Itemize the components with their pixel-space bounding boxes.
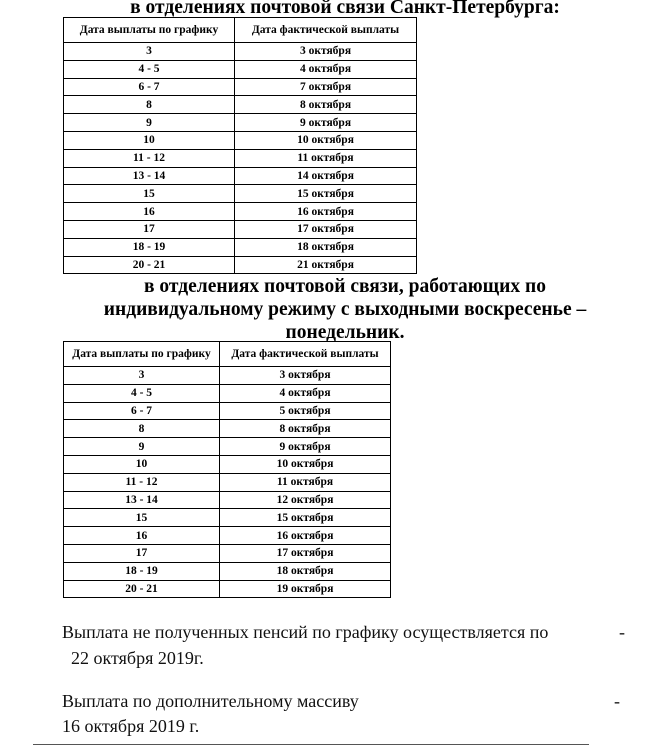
individual-heading-line-2: индивидуальному режиму с выходными воскресенье – [103,299,587,320]
table-row [64,562,391,580]
actual-date-cell: 17 октября [235,220,417,238]
actual-date-cell: 16 октября [220,527,391,545]
actual-date-cell: 16 октября [235,203,417,221]
table-row [64,438,391,456]
scheduled-date-cell: 6 - 7 [64,402,220,420]
table-row [64,367,391,385]
scheduled-date-cell: 10 [64,455,220,473]
scheduled-date-cell: 10 [64,131,235,149]
actual-date-cell: 4 октября [220,384,391,402]
table-row [64,420,391,438]
scheduled-date-cell: 3 [64,43,235,61]
table-row [64,455,391,473]
scheduled-date-cell: 18 - 19 [64,238,235,256]
table-row [64,238,417,256]
actual-date-cell: 5 октября [220,402,391,420]
actual-date-cell: 14 октября [235,167,417,185]
scheduled-date-cell: 15 [64,185,235,203]
table-row [64,473,391,491]
actual-date-cell: 12 октября [220,491,391,509]
table-row [64,167,417,185]
actual-date-cell: 8 октября [235,96,417,114]
actual-date-cell: 10 октября [235,131,417,149]
scheduled-date-cell: 16 [64,527,220,545]
table-row [64,256,417,274]
actual-date-cell: 3 октября [235,43,417,61]
actual-date-cell: 18 октября [220,562,391,580]
actual-date-cell: 11 октября [235,149,417,167]
note-additional-array-line-2: 16 октября 2019 г. [62,716,200,736]
scheduled-date-cell: 8 [64,420,220,438]
table-row [64,43,417,61]
table-row [64,402,391,420]
table-row [64,96,417,114]
actual-date-cell: 15 октября [220,509,391,527]
scheduled-date-cell: 20 - 21 [64,256,235,274]
scheduled-date-cell: 13 - 14 [64,491,220,509]
table-row [64,220,417,238]
table-row [64,185,417,203]
table-row [64,114,417,132]
actual-date-cell: 4 октября [235,60,417,78]
scheduled-date-cell: 11 - 12 [64,473,220,491]
actual-date-cell: 7 октября [235,78,417,96]
individual-heading-line-1: в отделениях почтовой связи, работающих по [144,276,546,297]
scheduled-date-cell: 16 [64,203,235,221]
individual-schedule-table [63,341,391,598]
actual-date-cell: 21 октября [235,256,417,274]
actual-date-cell: 18 октября [235,238,417,256]
note-additional-array-line-1: Выплата по дополнительному массиву [62,691,359,711]
note-additional-array-dash: - [614,691,620,711]
table-row [64,544,391,562]
scheduled-date-cell: 13 - 14 [64,167,235,185]
footer-divider [33,744,589,745]
scheduled-date-cell: 3 [64,367,220,385]
table-row [64,491,391,509]
table-header-row [64,342,391,367]
table-row [64,203,417,221]
table-row [64,149,417,167]
individual-table-body [64,367,391,598]
actual-date-cell: 3 октября [220,367,391,385]
table-row [64,509,391,527]
table-row [64,384,391,402]
actual-date-cell: 8 октября [220,420,391,438]
spb-table-body [64,43,417,274]
table-header-row [64,18,417,43]
scheduled-date-cell: 9 [64,114,235,132]
spb-schedule-table [63,17,417,274]
scheduled-date-cell: 11 - 12 [64,149,235,167]
actual-date-cell: 9 октября [220,438,391,456]
table-row [64,60,417,78]
scheduled-date-cell: 6 - 7 [64,78,235,96]
scheduled-date-cell: 18 - 19 [64,562,220,580]
scheduled-date-cell: 4 - 5 [64,384,220,402]
scheduled-date-cell: 15 [64,509,220,527]
table-row [64,78,417,96]
column-header-scheduled-date: Дата выплаты по графику [64,342,220,367]
scheduled-date-cell: 17 [64,544,220,562]
column-header-actual-date: Дата фактической выплаты [220,342,391,367]
scheduled-date-cell: 4 - 5 [64,60,235,78]
note-unreceived-pensions-line-2: 22 октября 2019г. [71,648,204,668]
actual-date-cell: 10 октября [220,455,391,473]
actual-date-cell: 15 октября [235,185,417,203]
table-row [64,131,417,149]
scheduled-date-cell: 9 [64,438,220,456]
actual-date-cell: 9 октября [235,114,417,132]
scheduled-date-cell: 8 [64,96,235,114]
actual-date-cell: 11 октября [220,473,391,491]
actual-date-cell: 19 октября [220,580,391,598]
spb-heading: в отделениях почтовой связи Санкт-Петербурга: [130,0,560,18]
actual-date-cell: 17 октября [220,544,391,562]
scheduled-date-cell: 20 - 21 [64,580,220,598]
table-row [64,527,391,545]
column-header-scheduled-date: Дата выплаты по графику [64,18,235,43]
note-unreceived-pensions-line-1: Выплата не полученных пенсий по графику осуществляется по [62,622,549,642]
column-header-actual-date: Дата фактической выплаты [235,18,417,43]
note-unreceived-pensions-dash: - [619,622,625,642]
scheduled-date-cell: 17 [64,220,235,238]
individual-heading-line-3: понедельник. [285,322,405,343]
table-row [64,580,391,598]
